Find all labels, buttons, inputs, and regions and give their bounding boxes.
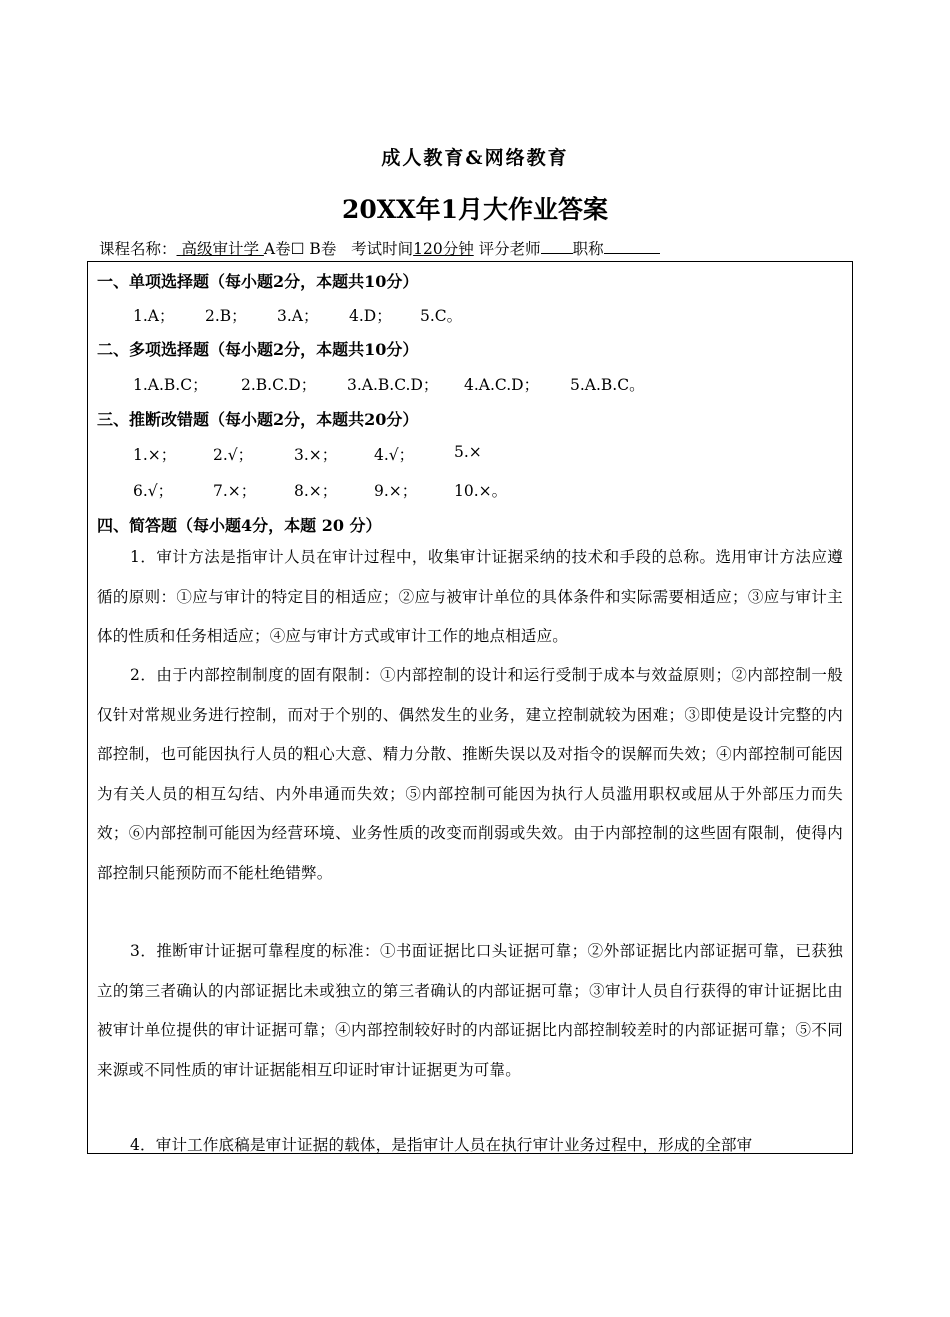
s3-answer-4: 4.√；: [374, 446, 415, 464]
s2-answer-4: 4.A.C.D；: [464, 376, 540, 394]
grader-label: 评分老师: [478, 240, 541, 258]
section-1-heading: 一、单项选择题（每小题2分，本题共10分）: [97, 272, 419, 291]
section-3-heading: 三、推断改错题（每小题2分，本题共20分）: [97, 410, 419, 429]
s3-answer-9: 9.×；: [374, 482, 418, 500]
s3-answer-3: 3.×；: [294, 446, 338, 464]
answer-paragraph-4: 4．审计工作底稿是审计证据的载体，是指审计人员在执行审计业务过程中，形成的全部审: [130, 1136, 753, 1154]
s2-answer-1: 1.A.B.C；: [133, 376, 208, 394]
course-info-line: [99, 237, 660, 259]
job-title-blank: [604, 238, 660, 254]
document-title: 20XX年1月大作业答案: [342, 195, 608, 224]
s1-answer-1: 1.A；: [133, 307, 175, 325]
s3-answer-8: 8.×；: [294, 482, 338, 500]
course-label: 课程名称：: [99, 240, 177, 258]
course-name: 高级审计学: [181, 240, 259, 258]
exam-time-label: 考试时间: [351, 240, 414, 258]
s3-answer-6: 6.√；: [133, 482, 174, 500]
answer-paragraph-1: 1．审计方法是指审计人员在审计过程中，收集审计证据采纳的技术和手段的总称。选用审计方法应遵循的原则：①应与审计的特定目的相适应；②应与被审计单位的具体条件和实际需要相适应；③应与审计主体的性质和任务相适应；④应与审计方式或审计工作的地点相适应。: [97, 548, 843, 645]
answer-paragraph-3: 3．推断审计证据可靠程度的标准：①书面证据比口头证据可靠；②外部证据比内部证据可靠，已获独立的第三者确认的内部证据比未或独立的第三者确认的内部证据可靠；③审计人员自行获得的审计证据比由被审计单位提供的审计证据可靠；④内部控制较好时的内部证据比内部控制较差时的内部证据可靠；⑤不同来源或不同性质的审计证据能相互印证时审计证据更为可靠。: [97, 942, 843, 1079]
s3-answer-2: 2.√；: [213, 446, 254, 464]
paper-type: A卷☐ B卷: [263, 240, 337, 258]
s3-answer-10: 10.×。: [454, 482, 508, 500]
s1-answer-5: 5.C。: [420, 307, 463, 325]
s2-answer-3: 3.A.B.C.D；: [347, 376, 439, 394]
s1-answer-3: 3.A；: [277, 307, 319, 325]
s2-answer-2: 2.B.C.D；: [241, 376, 317, 394]
s3-answer-1: 1.×；: [133, 446, 177, 464]
grader-blank: [541, 238, 573, 254]
s3-answer-7: 7.×；: [213, 482, 257, 500]
organization-header: 成人教育&网络教育: [381, 147, 569, 169]
s1-answer-2: 2.B；: [205, 307, 247, 325]
section-4-heading: 四、简答题（每小题4分，本题 20 分）: [97, 516, 382, 535]
s1-answer-4: 4.D；: [349, 307, 392, 325]
answer-paragraph-2: 2．由于内部控制制度的固有限制：①内部控制的设计和运行受制于成本与效益原则；②内部控制一般仅针对常规业务进行控制，而对于个别的、偶然发生的业务，建立控制就较为困难；③即使是设计完整的内部控制，也可能因执行人员的粗心大意、精力分散、推断失误以及对指令的误解而失效；④内部控制可能因为有关人员的相互勾结、内外串通而失效；⑤内部控制可能因为执行人员滥用职权或屈从于外部压力而失效；⑥内部控制可能因为经营环境、业务性质的改变而削弱或失效。由于内部控制的这些固有限制，使得内部控制只能预防而不能杜绝错弊。: [97, 666, 843, 882]
s2-answer-5: 5.A.B.C。: [570, 376, 645, 394]
exam-time: 120分钟: [413, 240, 474, 258]
s3-answer-5: 5.×: [454, 443, 482, 461]
job-title-label: 职称: [572, 240, 604, 258]
section-2-heading: 二、多项选择题（每小题2分，本题共10分）: [97, 340, 419, 359]
answer-box: [87, 261, 853, 1154]
